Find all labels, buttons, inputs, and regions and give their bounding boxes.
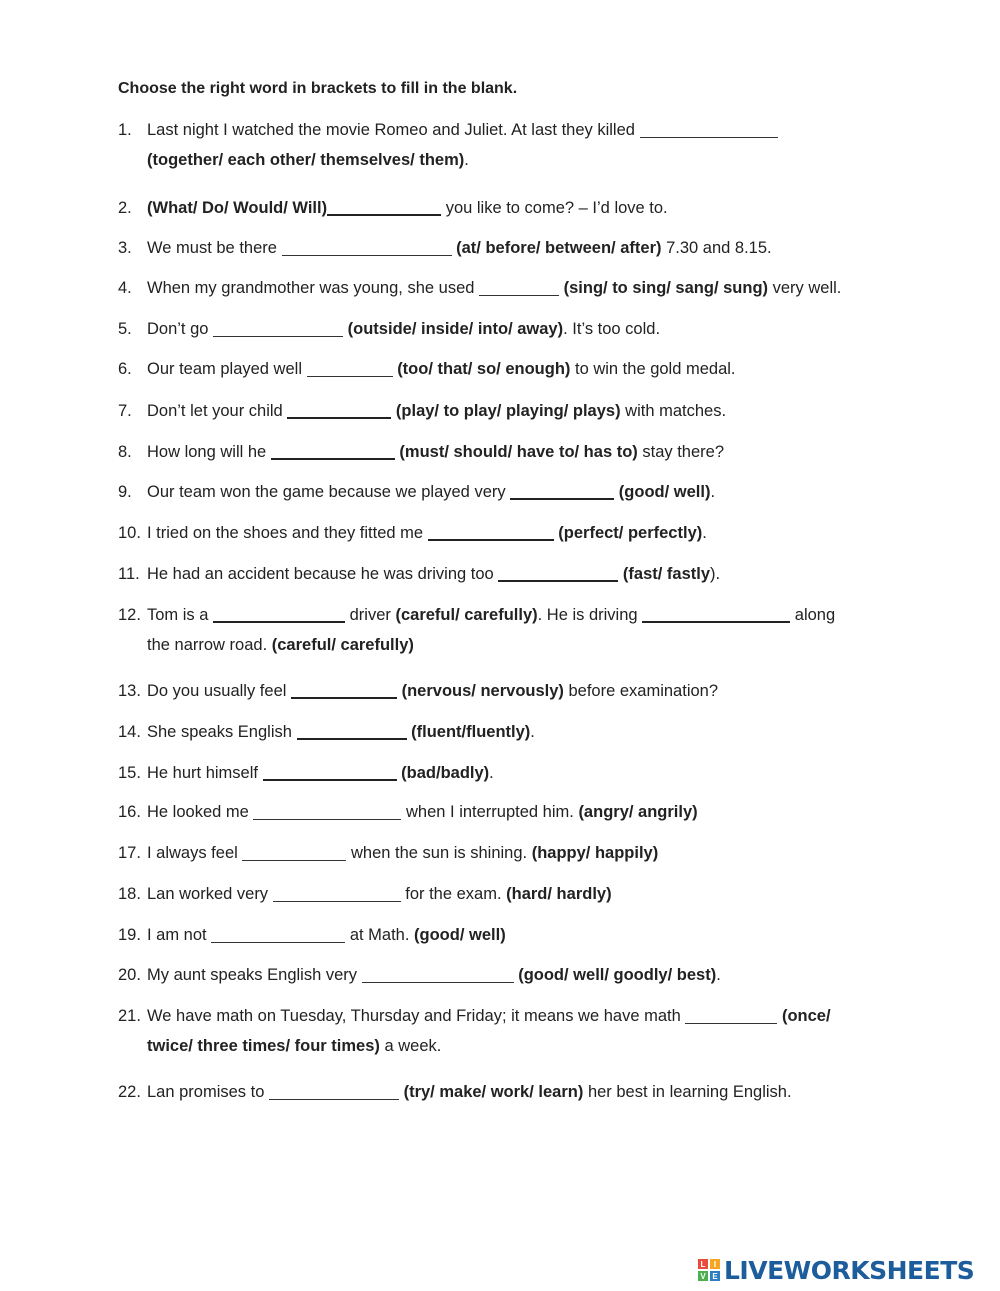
answer-blank[interactable] xyxy=(327,198,441,216)
answer-blank[interactable] xyxy=(273,885,401,902)
question-text: along xyxy=(794,606,836,624)
logo-block: V xyxy=(698,1271,708,1281)
answer-blank[interactable] xyxy=(510,482,614,500)
question-text: her best in learning English. xyxy=(587,1083,792,1101)
question-text: How long will he xyxy=(147,443,267,461)
answer-blank[interactable] xyxy=(211,926,345,943)
question-13 xyxy=(118,681,888,701)
question-text: 7.30 and 8.15. xyxy=(666,239,772,257)
question-text: . xyxy=(489,764,494,782)
question-text: Our team played well xyxy=(147,360,302,378)
question-text: Do you usually feel xyxy=(147,682,287,700)
question-text: ). xyxy=(710,565,721,583)
answer-blank[interactable] xyxy=(242,844,346,861)
question-text: . xyxy=(702,524,707,542)
question-text: . xyxy=(716,966,721,984)
question-2 xyxy=(118,198,888,218)
question-3 xyxy=(118,239,888,258)
options: (together/ each other/ themselves/ them) xyxy=(147,151,465,169)
options: (hard/ hardly) xyxy=(506,885,612,903)
options: (What/ Do/ Would/ Will) xyxy=(147,199,328,217)
question-number: 13. xyxy=(118,682,141,700)
question-text: when I interrupted him. xyxy=(406,803,574,821)
question-10 xyxy=(118,523,888,543)
question-11 xyxy=(118,564,888,584)
question-text: When my grandmother was young, she used xyxy=(147,279,475,297)
options: (at/ before/ between/ after) xyxy=(456,239,662,257)
question-number: 17. xyxy=(118,844,141,862)
options: (careful/ carefully) xyxy=(271,636,414,654)
question-14 xyxy=(118,722,888,742)
options: (too/ that/ so/ enough) xyxy=(397,360,571,378)
options: (good/ well) xyxy=(618,483,711,501)
answer-blank[interactable] xyxy=(479,279,559,296)
answer-blank[interactable] xyxy=(498,564,618,582)
options: (angry/ angrily) xyxy=(578,803,698,821)
answer-blank[interactable] xyxy=(307,360,393,377)
question-text: before examination? xyxy=(568,682,719,700)
question-19 xyxy=(118,926,888,945)
question-text: He looked me xyxy=(147,803,249,821)
question-8 xyxy=(118,442,888,462)
question-number: 8. xyxy=(118,443,132,461)
question-number: 3. xyxy=(118,239,132,257)
question-number: 22. xyxy=(118,1083,141,1101)
logo-block: L xyxy=(698,1259,708,1269)
question-text: My aunt speaks English very xyxy=(147,966,358,984)
question-text: . xyxy=(464,151,469,169)
question-text: to win the gold medal. xyxy=(575,360,736,378)
options: (outside/ inside/ into/ away) xyxy=(347,320,564,338)
options: (sing/ to sing/ sang/ sung) xyxy=(563,279,769,297)
question-text: at Math. xyxy=(349,926,410,944)
question-16 xyxy=(118,803,888,822)
options: (try/ make/ work/ learn) xyxy=(403,1083,584,1101)
question-22 xyxy=(118,1083,888,1102)
answer-blank[interactable] xyxy=(213,605,345,623)
options: (perfect/ perfectly) xyxy=(558,524,703,542)
question-number: 19. xyxy=(118,926,141,944)
question-number: 10. xyxy=(118,524,141,542)
question-text: Tom is a xyxy=(147,606,209,624)
answer-blank[interactable] xyxy=(282,239,452,256)
question-text: stay there? xyxy=(642,443,725,461)
question-4 xyxy=(118,279,888,298)
question-text: . xyxy=(710,483,716,501)
question-text: I tried on the shoes and they fitted me xyxy=(147,524,424,542)
question-text: Lan promises to xyxy=(147,1083,265,1101)
question-number: 16. xyxy=(118,803,141,821)
question-number: 5. xyxy=(118,320,132,338)
question-number: 2. xyxy=(118,199,132,217)
question-number: 11. xyxy=(118,565,140,583)
logo-text: LIVEWORKSHEETS xyxy=(724,1255,975,1285)
answer-blank[interactable] xyxy=(640,121,778,138)
options: (bad/badly) xyxy=(401,764,490,782)
answer-blank[interactable] xyxy=(253,803,401,820)
question-text: very well. xyxy=(772,279,842,297)
question-text: . He is driving xyxy=(537,606,638,624)
options: (good/ well/ goodly/ best) xyxy=(518,966,717,984)
question-text: Don’t go xyxy=(147,320,209,338)
question-1 xyxy=(118,121,888,170)
answer-blank[interactable] xyxy=(269,1083,399,1100)
answer-blank[interactable] xyxy=(428,523,554,541)
question-number: 6. xyxy=(118,360,132,378)
question-text: She speaks English xyxy=(147,723,292,741)
question-number: 21. xyxy=(118,1007,141,1025)
answer-blank[interactable] xyxy=(263,763,397,781)
question-number: 9. xyxy=(118,483,132,501)
options: (nervous/ nervously) xyxy=(401,682,564,700)
question-20 xyxy=(118,966,888,985)
question-17 xyxy=(118,844,888,863)
question-text: I always feel xyxy=(147,844,238,862)
question-number: 15. xyxy=(118,764,141,782)
answer-blank[interactable] xyxy=(685,1007,777,1024)
question-18 xyxy=(118,885,888,904)
question-7 xyxy=(118,401,888,421)
logo-blocks-icon xyxy=(698,1259,720,1281)
question-number: 4. xyxy=(118,279,132,297)
options: (once/ xyxy=(781,1007,831,1025)
question-number: 1. xyxy=(118,121,132,139)
question-text: driver xyxy=(349,606,391,624)
answer-blank[interactable] xyxy=(642,605,790,623)
options: (play/ to play/ playing/ plays) xyxy=(395,402,621,420)
options: (must/ should/ have to/ has to) xyxy=(399,443,638,461)
options: (fast/ fastly xyxy=(622,565,711,583)
answer-blank[interactable] xyxy=(297,722,407,740)
liveworksheets-logo[interactable] xyxy=(698,1253,974,1287)
question-text: . xyxy=(530,723,535,741)
question-number: 20. xyxy=(118,966,141,984)
options: (good/ well) xyxy=(414,926,506,944)
question-5 xyxy=(118,320,888,339)
question-15 xyxy=(118,763,888,783)
question-text: when the sun is shining. xyxy=(350,844,528,862)
question-text: . It’s too cold. xyxy=(563,320,661,338)
question-21 xyxy=(118,1007,888,1056)
answer-blank[interactable] xyxy=(291,681,397,699)
logo-block: I xyxy=(710,1259,720,1269)
question-text: Lan worked very xyxy=(147,885,269,903)
question-text: Our team won the game because we played very xyxy=(147,483,506,501)
question-9 xyxy=(118,482,888,502)
question-text: He had an accident because he was driving too xyxy=(147,565,494,583)
instruction: Choose the right word in brackets to fill in the blank. xyxy=(118,80,518,97)
question-text: with matches. xyxy=(625,402,727,420)
question-text: He hurt himself xyxy=(147,764,258,782)
question-text: We have math on Tuesday, Thursday and Friday; it means we have math xyxy=(147,1007,681,1025)
question-text: Last night I watched the movie Romeo and Juliet. At last they killed xyxy=(147,121,635,139)
question-6 xyxy=(118,360,888,379)
question-text: the narrow road. xyxy=(147,636,268,654)
question-text: I am not xyxy=(147,926,207,944)
options: twice/ three times/ four times) xyxy=(147,1037,380,1055)
options: (careful/ carefully) xyxy=(395,606,538,624)
answer-blank[interactable] xyxy=(271,442,395,460)
logo-block: E xyxy=(710,1271,720,1281)
options: (happy/ happily) xyxy=(531,844,659,862)
question-number: 12. xyxy=(118,606,141,624)
question-12 xyxy=(118,605,888,655)
question-number: 7. xyxy=(118,402,132,420)
question-text: for the exam. xyxy=(405,885,502,903)
answer-blank[interactable] xyxy=(213,320,343,337)
question-number: 18. xyxy=(118,885,141,903)
options: (fluent/fluently) xyxy=(411,723,531,741)
question-number: 14. xyxy=(118,723,141,741)
answer-blank[interactable] xyxy=(362,966,514,983)
question-text: Don’t let your child xyxy=(147,402,283,420)
question-text: you like to come? – I’d love to. xyxy=(445,199,668,217)
answer-blank[interactable] xyxy=(287,401,391,419)
question-text: We must be there xyxy=(147,239,277,257)
question-text: a week. xyxy=(384,1037,442,1055)
